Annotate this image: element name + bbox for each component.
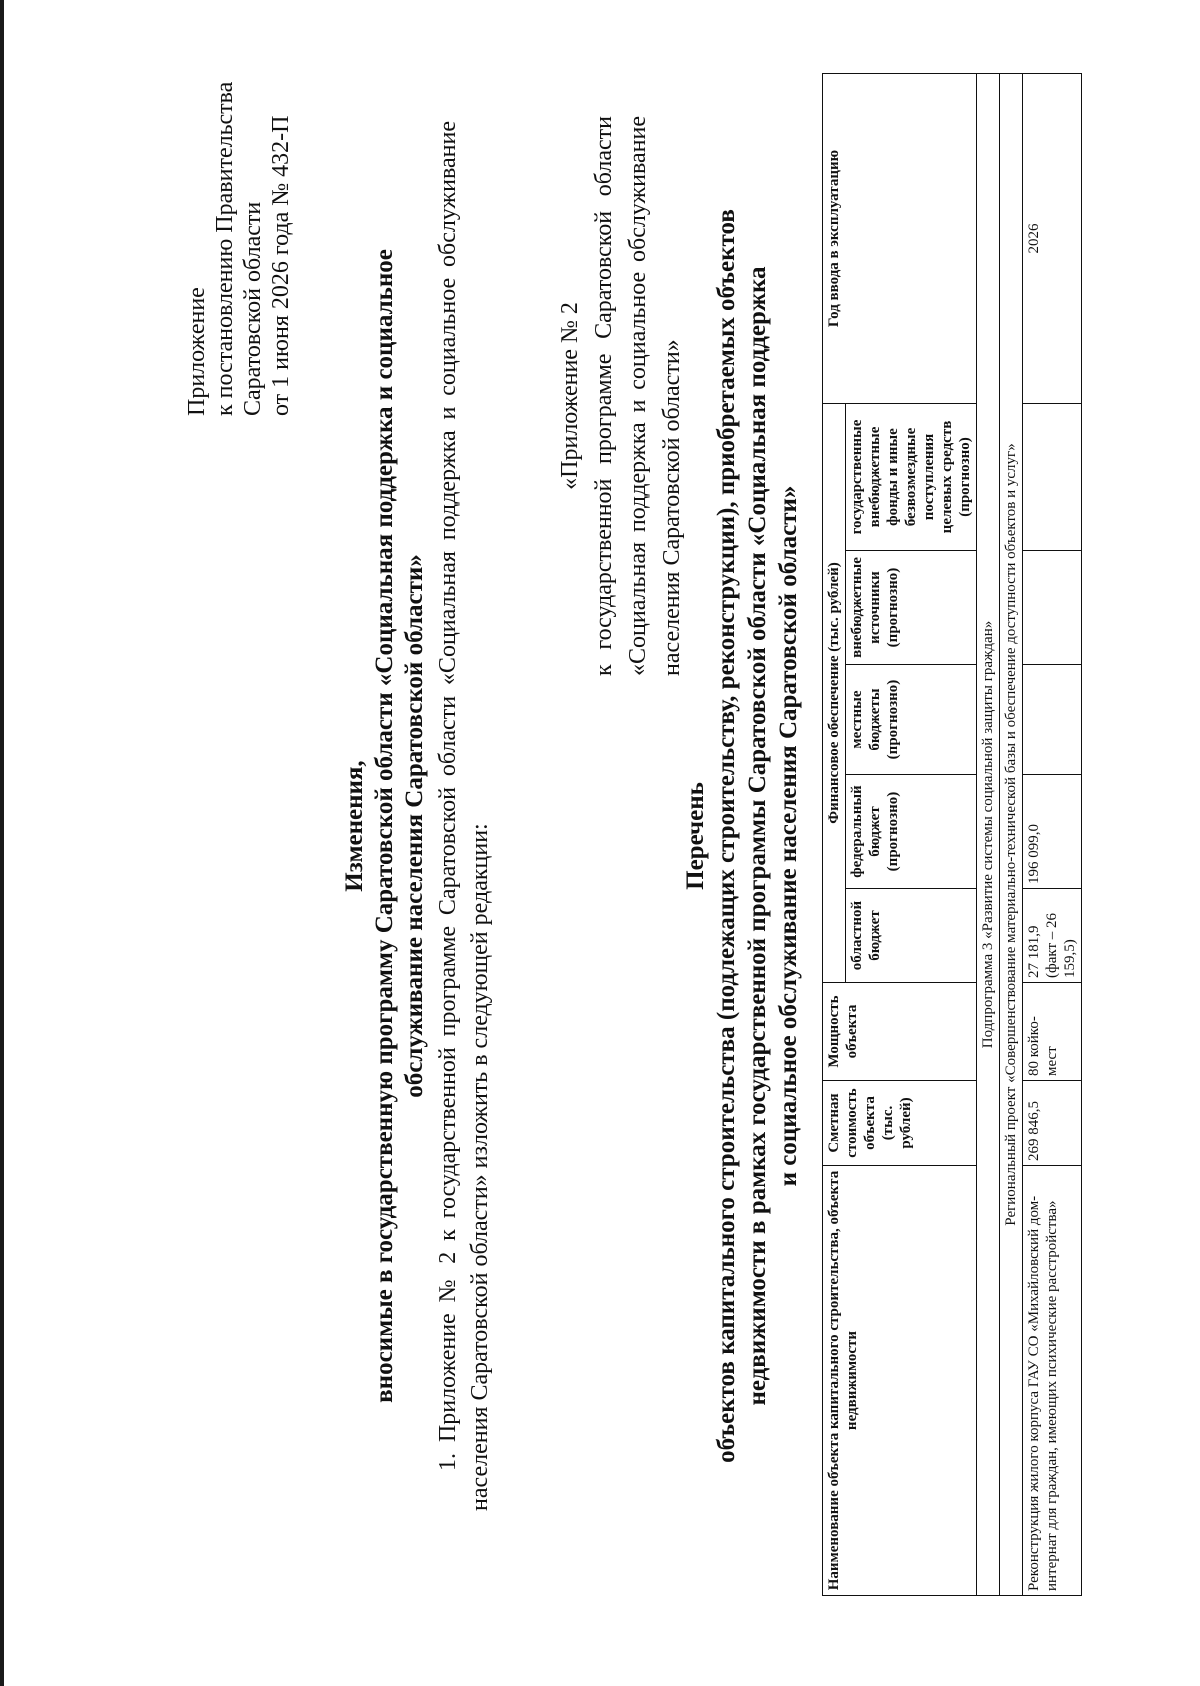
appendix2-body: к государственной программе Саратовской области «Социальная поддержка и социальное обслуживание населения Саратовской области»: [591, 116, 685, 676]
table-row: [1023, 73, 1082, 1595]
appendix-header-line: от 1 июня 2026 года № 432-П: [268, 115, 294, 416]
appendix-header-line: Саратовской области: [240, 201, 266, 416]
appendix-header-line: к постановлению Правительства: [212, 81, 238, 416]
list-title-line: объектов капитального строительства (подлежащих строительству, реконструкции), приобретаемых объектов: [713, 209, 740, 1463]
header-object-name: Наименование объекта капитального строительства, объекта недвижимости: [823, 1166, 977, 1596]
header-estimated-cost: Сметная стоимость объекта (тыс. рублей): [823, 1081, 977, 1166]
cell-commission-year: 2026: [1023, 73, 1082, 403]
header-federal-budget: федеральный бюджет (прогнозно): [846, 775, 977, 889]
appendix2-heading: «Приложение № 2: [557, 302, 583, 490]
header-regional-budget: областной бюджет: [846, 889, 977, 983]
cell-estimated-cost: 269 846,5: [1023, 1081, 1082, 1166]
list-title-line: недвижимости в рамках государственной программы Саратовской области «Социальная поддержка: [744, 266, 771, 1406]
header-state-funds: государственные внебюджетные фонды и иные безвозмездные поступления целевых средств (прогнозно): [846, 403, 977, 550]
header-extrabudgetary: внебюджетные источники (прогнозно): [846, 551, 977, 665]
cell-capacity: 80 койко-мест: [1023, 983, 1082, 1081]
list-title-line: Перечень: [682, 782, 709, 890]
header-commission-year: Год ввода в эксплуатацию: [823, 73, 977, 403]
header-local-budgets: местные бюджеты (прогнозно): [846, 665, 977, 775]
regional-project-row: Региональный проект «Совершенствование материально-технической базы и обеспечение доступности объектов и услуг»: [1000, 73, 1023, 1595]
objects-table: [822, 73, 1082, 1596]
changes-title: [340, 126, 430, 1526]
cell-regional-budget: 27 181,9 (факт – 26 159,5): [1023, 889, 1082, 983]
changes-title-line: обслуживание населения Саратовской области»: [401, 554, 428, 1098]
header-funding-group: Финансовое обеспечение (тыс. рублей): [823, 403, 846, 982]
cell-local-budgets: [1023, 665, 1082, 775]
appendix2-note: [553, 116, 689, 676]
subprogram-row: Подпрограмма 3 «Развитие системы социальной защиты граждан»: [977, 73, 1000, 1595]
appendix-header: [183, 36, 295, 416]
header-capacity: Мощность объекта: [823, 983, 977, 1081]
cell-state-funds: [1023, 403, 1082, 550]
changes-title-line: вносимые в государственную программу Саратовской области «Социальная поддержка и социальное: [371, 249, 398, 1403]
cell-extrabudgetary: [1023, 551, 1082, 665]
list-title: [680, 46, 804, 1626]
cell-federal-budget: 196 099,0: [1023, 775, 1082, 889]
list-title-line: и социальное обслуживание населения Саратовской области»: [775, 485, 802, 1187]
cell-object-name: Реконструкция жилого корпуса ГАУ СО «Михайловский дом-интернат для граждан, имеющих психические расстройства»: [1023, 1166, 1082, 1596]
changes-title-line: Изменения,: [341, 760, 368, 892]
appendix-header-line: Приложение: [184, 287, 210, 416]
paragraph-1: 1. Приложение № 2 к государственной программе Саратовской области «Социальная поддержка и социальное обслуживание населения Саратовской области» изложить в следующей редакции:: [435, 121, 493, 1511]
